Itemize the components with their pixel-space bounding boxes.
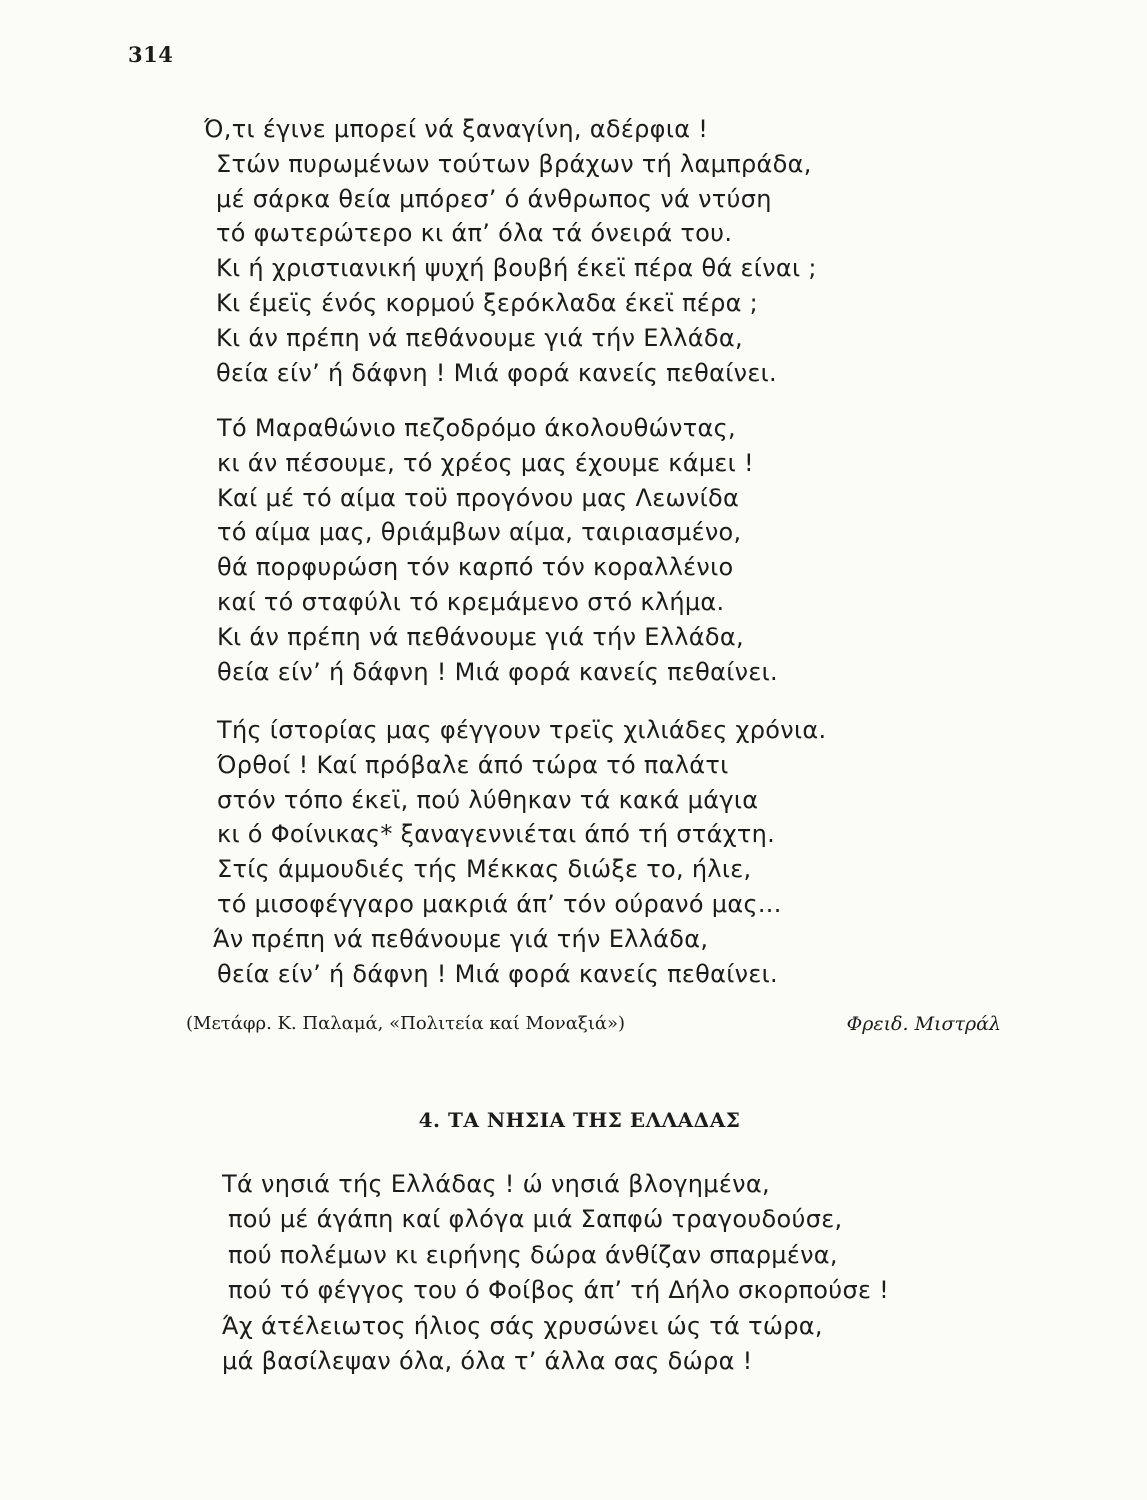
page-number: 314 xyxy=(128,42,174,67)
poem-stanza-3 xyxy=(213,713,827,991)
poem-stanza-1 xyxy=(204,112,817,390)
poem-stanza-2 xyxy=(217,411,778,689)
verse-line: τό μισοφέγγαρο μακριά άπ’ τόν ούρανό μας... xyxy=(217,889,782,918)
verse-line: Όρθοί ! Καί πρόβαλε άπό τώρα τό παλάτι xyxy=(217,750,729,779)
verse-line: στόν τόπο έκεϊ, πού λύθηκαν τά κακά μάγια xyxy=(217,785,759,814)
verse-line: μά βασίλεψαν όλα, όλα τ’ άλλα σας δώρα ! xyxy=(222,1347,753,1376)
verse-line: Κι άν πρέπη νά πεθάνουμε γιά τήν Ελλάδα, xyxy=(217,622,744,651)
verse-line: καί τό σταφύλι τό κρεμάμενο στό κλήμα. xyxy=(217,587,725,616)
verse-line: Καί μέ τό αίμα τοϋ προγόνου μας Λεωνίδα xyxy=(217,483,740,512)
verse-line: μέ σάρκα θεία μπόρεσ’ ό άνθρωπος νά ντύση xyxy=(216,184,772,213)
verse-line: τό αίμα μας, θριάμβων αίμα, ταιριασμένο, xyxy=(217,518,742,547)
verse-line: Στών πυρωμένων τούτων βράχων τή λαμπράδα, xyxy=(216,149,812,178)
verse-line: κι ό Φοίνικας* ξαναγεννιέται άπό τή στάχτη. xyxy=(217,820,776,849)
verse-line: Τά νησιά τής Ελλάδας ! ώ νησιά βλογημένα, xyxy=(222,1170,770,1198)
verse-line: Κι έμεϊς ένός κορμού ξερόκλαδα έκεϊ πέρα ; xyxy=(216,288,759,317)
verse-line: Κι ή χριστιανική ψυχή βουβή έκεϊ πέρα θά είναι ; xyxy=(216,254,817,283)
poem-stanza-4 xyxy=(222,1167,889,1379)
verse-line: Τής ίστορίας μας φέγγουν τρεϊς χιλιάδες χρόνια. xyxy=(217,716,827,744)
verse-line: πού μέ άγάπη καί φλόγα μιά Σαπφώ τραγουδούσε, xyxy=(228,1205,843,1234)
verse-line: Τό Μαραθώνιο πεζοδρόμο άκολουθώντας, xyxy=(217,414,736,442)
translation-attribution: (Μετάφρ. Κ. Παλαμά, «Πολιτεία καί Μοναξιά») xyxy=(186,1013,626,1034)
verse-line: πού τό φέγγος του ό Φοίβος άπ’ τή Δήλο σκορπούσε ! xyxy=(228,1276,890,1305)
verse-line: Στίς άμμουδιές τής Μέκκας διώξε το, ήλιε, xyxy=(217,855,752,884)
section-heading: 4. ΤΑ ΝΗΣΙΑ ΤΗΣ ΕΛΛΑΔΑΣ xyxy=(418,1108,741,1132)
verse-line: Άν πρέπη νά πεθάνουμε γιά τήν Ελλάδα, xyxy=(213,924,709,953)
verse-line: τό φωτερώτερο κι άπ’ όλα τά όνειρά του. xyxy=(216,219,733,248)
verse-line: Ό,τι έγινε μπορεί νά ξαναγίνη, αδέρφια ! xyxy=(204,115,709,143)
verse-line: Άχ άτέλειωτος ήλιος σάς χρυσώνει ώς τά τώρα, xyxy=(222,1311,823,1340)
verse-line: πού πολέμων κι ειρήνης δώρα άνθίζαν σπαρμένα, xyxy=(228,1240,838,1269)
verse-line: θεία είν’ ή δάφνη ! Μιά φορά κανείς πεθαίνει. xyxy=(217,959,778,988)
poem-author: Φρειδ. Μιστράλ xyxy=(846,1013,1001,1035)
verse-line: Κι άν πρέπη νά πεθάνουμε γιά τήν Ελλάδα, xyxy=(216,323,743,352)
verse-line: θά πορφυρώση τόν καρπό τόν κοραλλένιο xyxy=(217,553,734,582)
verse-line: κι άν πέσουμε, τό χρέος μας έχουμε κάμει ! xyxy=(217,448,754,477)
verse-line: θεία είν’ ή δάφνη ! Μιά φορά κανείς πεθαίνει. xyxy=(216,358,777,387)
verse-line: θεία είν’ ή δάφνη ! Μιά φορά κανείς πεθαίνει. xyxy=(217,657,778,686)
